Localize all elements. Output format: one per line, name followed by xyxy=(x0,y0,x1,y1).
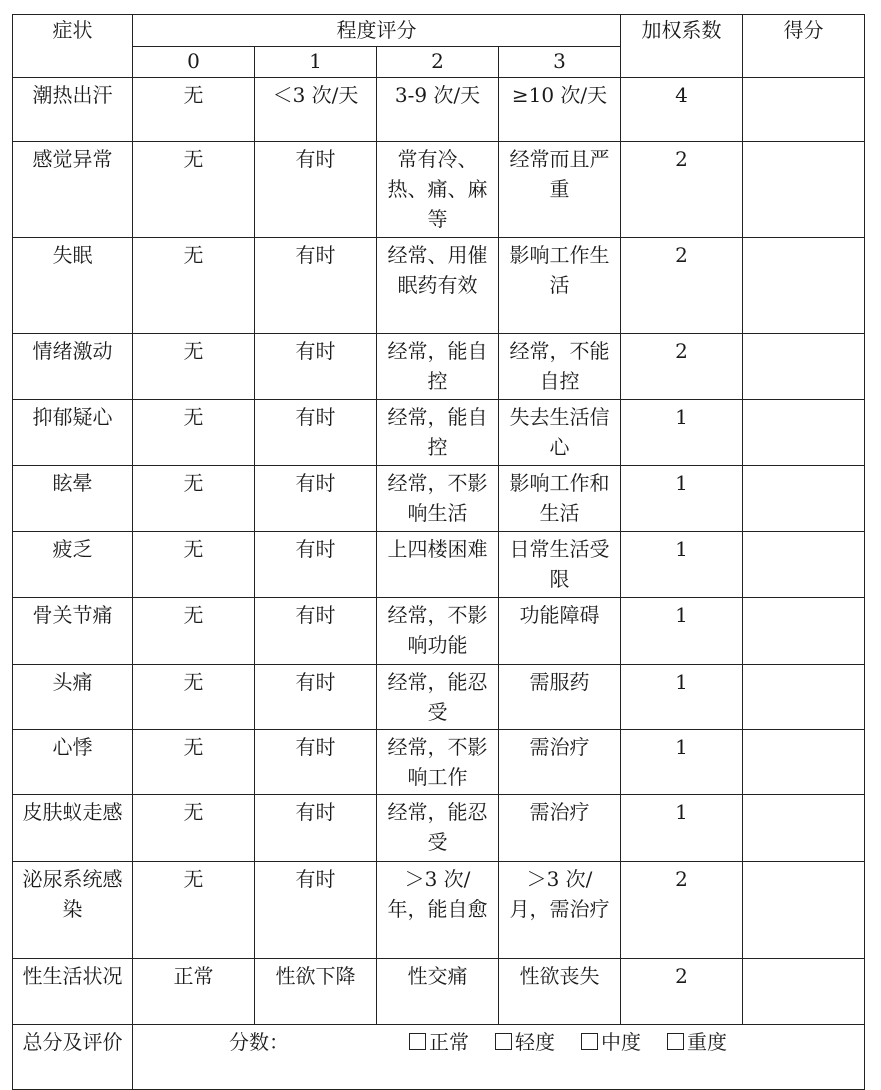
weight-cell: 2 xyxy=(621,334,743,400)
level-3-cell: ≥10 次/天 xyxy=(499,78,621,142)
score-cell[interactable] xyxy=(743,959,865,1025)
level-0-cell: 无 xyxy=(133,400,255,466)
evaluation-option-label: 正常 xyxy=(429,1030,469,1054)
level-1-cell: ＜3 次/天 xyxy=(255,78,377,142)
symptom-cell: 性生活状况 xyxy=(13,959,133,1025)
evaluation-option[interactable] xyxy=(409,1027,469,1057)
level-0-cell: 无 xyxy=(133,532,255,598)
level-0-cell: 无 xyxy=(133,466,255,532)
symptom-cell: 失眠 xyxy=(13,238,133,334)
score-cell[interactable] xyxy=(743,142,865,238)
level-2-cell: 经常，能忍受 xyxy=(377,665,499,730)
level-0-cell: 无 xyxy=(133,730,255,795)
symptom-cell: 抑郁疑心 xyxy=(13,400,133,466)
total-score-cell xyxy=(133,1025,865,1090)
weight-cell: 2 xyxy=(621,959,743,1025)
score-cell[interactable] xyxy=(743,238,865,334)
level-1-cell: 有时 xyxy=(255,334,377,400)
symptom-cell: 头痛 xyxy=(13,665,133,730)
score-cell[interactable] xyxy=(743,665,865,730)
weight-cell: 4 xyxy=(621,78,743,142)
checkbox-icon[interactable] xyxy=(667,1033,684,1050)
level-2-cell: 经常，能自控 xyxy=(377,400,499,466)
evaluation-option-label: 中度 xyxy=(601,1030,641,1054)
level-1-cell: 有时 xyxy=(255,665,377,730)
level-0-cell: 无 xyxy=(133,598,255,665)
level-1-cell: 有时 xyxy=(255,238,377,334)
evaluation-options xyxy=(409,1027,753,1057)
score-cell[interactable] xyxy=(743,78,865,142)
score-cell[interactable] xyxy=(743,598,865,665)
table-row xyxy=(13,730,865,795)
score-cell[interactable] xyxy=(743,862,865,959)
header-degree: 程度评分 xyxy=(133,15,621,47)
symptom-cell: 情绪激动 xyxy=(13,334,133,400)
symptom-cell: 皮肤蚁走感 xyxy=(13,795,133,862)
level-0-cell: 正常 xyxy=(133,959,255,1025)
level-0-cell: 无 xyxy=(133,795,255,862)
evaluation-option-label: 轻度 xyxy=(515,1030,555,1054)
level-3-cell: 日常生活受限 xyxy=(499,532,621,598)
level-3-cell: 功能障碍 xyxy=(499,598,621,665)
table-row xyxy=(13,238,865,334)
symptom-cell: 泌尿系统感染 xyxy=(13,862,133,959)
score-cell[interactable] xyxy=(743,730,865,795)
table-row xyxy=(13,334,865,400)
level-0-cell: 无 xyxy=(133,238,255,334)
score-cell[interactable] xyxy=(743,400,865,466)
level-3-cell: ＞3 次/月，需治疗 xyxy=(499,862,621,959)
weight-cell: 1 xyxy=(621,598,743,665)
level-2-cell: 上四楼困难 xyxy=(377,532,499,598)
weight-cell: 1 xyxy=(621,466,743,532)
level-1-cell: 有时 xyxy=(255,142,377,238)
checkbox-icon[interactable] xyxy=(581,1033,598,1050)
level-1-cell: 有时 xyxy=(255,532,377,598)
table-row xyxy=(13,665,865,730)
score-label: 分数： xyxy=(229,1030,289,1054)
level-3-cell: 影响工作和生活 xyxy=(499,466,621,532)
table-row xyxy=(13,466,865,532)
level-3-cell: 经常，不能自控 xyxy=(499,334,621,400)
weight-cell: 2 xyxy=(621,238,743,334)
level-2-cell: 经常，能自控 xyxy=(377,334,499,400)
level-1-cell: 性欲下降 xyxy=(255,959,377,1025)
header-score: 得分 xyxy=(743,15,865,78)
level-3-cell: 影响工作生活 xyxy=(499,238,621,334)
total-label: 总分及评价 xyxy=(13,1025,133,1090)
evaluation-option-label: 重度 xyxy=(687,1030,727,1054)
level-1-cell: 有时 xyxy=(255,862,377,959)
level-2-cell: 3-9 次/天 xyxy=(377,78,499,142)
level-2-cell: ＞3 次/年，能自愈 xyxy=(377,862,499,959)
level-1-cell: 有时 xyxy=(255,795,377,862)
level-0-cell: 无 xyxy=(133,142,255,238)
level-0-cell: 无 xyxy=(133,862,255,959)
symptom-cell: 潮热出汗 xyxy=(13,78,133,142)
weight-cell: 2 xyxy=(621,142,743,238)
table-row xyxy=(13,862,865,959)
evaluation-option[interactable] xyxy=(667,1027,727,1057)
weight-cell: 2 xyxy=(621,862,743,959)
table-row xyxy=(13,598,865,665)
header-symptom: 症状 xyxy=(13,15,133,78)
level-1-cell: 有时 xyxy=(255,466,377,532)
weight-cell: 1 xyxy=(621,400,743,466)
weight-cell: 1 xyxy=(621,795,743,862)
symptom-cell: 心悸 xyxy=(13,730,133,795)
level-2-cell: 经常、用催眠药有效 xyxy=(377,238,499,334)
checkbox-icon[interactable] xyxy=(409,1033,426,1050)
score-cell[interactable] xyxy=(743,466,865,532)
level-2-cell: 经常，不影响功能 xyxy=(377,598,499,665)
level-2-cell: 经常，能忍受 xyxy=(377,795,499,862)
table-row xyxy=(13,795,865,862)
symptom-cell: 疲乏 xyxy=(13,532,133,598)
level-3-header: 3 xyxy=(499,47,621,78)
score-cell[interactable] xyxy=(743,795,865,862)
level-1-cell: 有时 xyxy=(255,400,377,466)
level-0-cell: 无 xyxy=(133,334,255,400)
header-weight: 加权系数 xyxy=(621,15,743,78)
level-0-header: 0 xyxy=(133,47,255,78)
level-2-cell: 性交痛 xyxy=(377,959,499,1025)
level-2-header: 2 xyxy=(377,47,499,78)
total-row xyxy=(13,1025,865,1090)
level-3-cell: 失去生活信心 xyxy=(499,400,621,466)
level-1-header: 1 xyxy=(255,47,377,78)
checkbox-icon[interactable] xyxy=(495,1033,512,1050)
level-3-cell: 需治疗 xyxy=(499,730,621,795)
level-0-cell: 无 xyxy=(133,78,255,142)
evaluation-option[interactable] xyxy=(581,1027,641,1057)
symptom-score-table xyxy=(12,14,865,1090)
symptom-cell: 感觉异常 xyxy=(13,142,133,238)
level-1-cell: 有时 xyxy=(255,598,377,665)
level-2-cell: 经常，不影响工作 xyxy=(377,730,499,795)
table-row xyxy=(13,142,865,238)
table-row xyxy=(13,400,865,466)
symptom-cell: 骨关节痛 xyxy=(13,598,133,665)
table-row xyxy=(13,532,865,598)
level-3-cell: 性欲丧失 xyxy=(499,959,621,1025)
symptom-cell: 眩晕 xyxy=(13,466,133,532)
level-2-cell: 经常，不影响生活 xyxy=(377,466,499,532)
score-cell[interactable] xyxy=(743,334,865,400)
level-1-cell: 有时 xyxy=(255,730,377,795)
level-2-cell: 常有冷、热、痛、麻等 xyxy=(377,142,499,238)
level-3-cell: 需服药 xyxy=(499,665,621,730)
table-row xyxy=(13,78,865,142)
weight-cell: 1 xyxy=(621,730,743,795)
level-0-cell: 无 xyxy=(133,665,255,730)
score-cell[interactable] xyxy=(743,532,865,598)
level-3-cell: 需治疗 xyxy=(499,795,621,862)
evaluation-option[interactable] xyxy=(495,1027,555,1057)
level-3-cell: 经常而且严重 xyxy=(499,142,621,238)
weight-cell: 1 xyxy=(621,665,743,730)
weight-cell: 1 xyxy=(621,532,743,598)
table-row xyxy=(13,959,865,1025)
